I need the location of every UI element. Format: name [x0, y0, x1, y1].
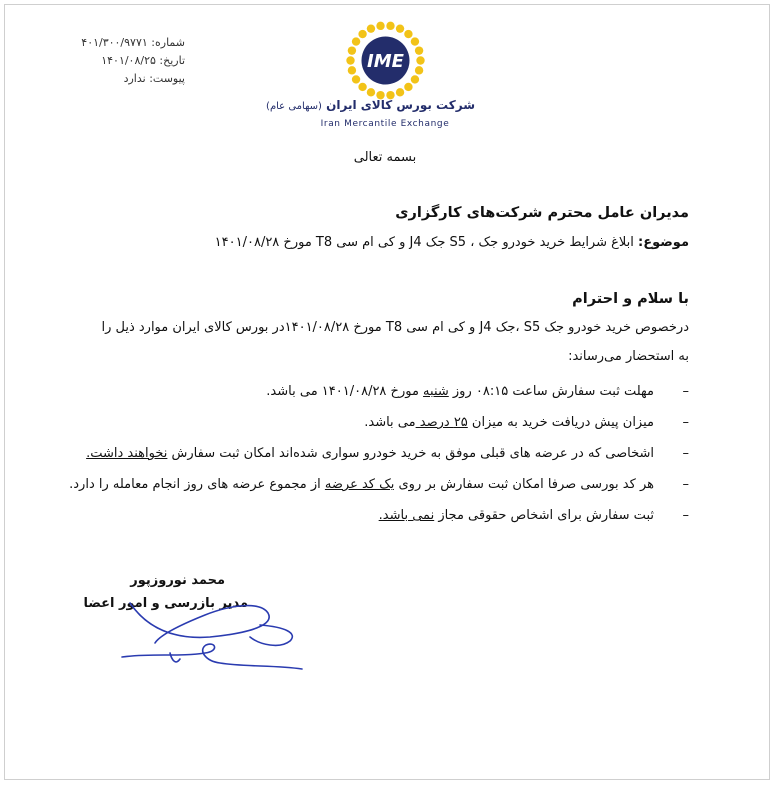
item-text: اشخاصی که در عرضه های قبلی موفق به خرید خودرو سواری شده‌اند امکان ثبت سفارش نخواهند داشت.: [86, 446, 654, 461]
addressee: مدیران عامل محترم شرکت‌های کارگزاری: [395, 205, 689, 221]
number-value: ۴۰۱/۳۰۰/۹۷۷۱: [81, 36, 148, 49]
attachment-value: ندارد: [123, 72, 146, 85]
list-item: [69, 504, 689, 535]
attachment-label: پیوست:: [149, 72, 185, 85]
date-label: تاریخ:: [159, 54, 185, 67]
logo-ring-dot: [396, 88, 404, 96]
subject-text: ابلاغ شرایط خرید خودرو جک ، S5 جک J4 و کی ام سی T8 مورخ ۱۴۰۱/۰۸/۲۸: [214, 235, 638, 250]
item-text: میزان پیش دریافت خرید به میزان ۲۵ درصد می باشد.: [364, 415, 654, 430]
list-item: [69, 411, 689, 442]
logo-ring-dot: [346, 56, 354, 64]
company-name-fa: [266, 98, 475, 112]
handwritten-signature: [110, 595, 310, 680]
body-line-2: به استحضار می‌رساند:: [568, 349, 689, 364]
logo-ring-dot: [415, 66, 423, 74]
list-marker: –: [682, 446, 689, 461]
list-marker: –: [682, 384, 689, 399]
logo-ring-dot: [386, 22, 394, 30]
logo-ring-dot: [367, 24, 375, 32]
company-type: (سهامی عام): [266, 101, 322, 112]
signatory-title: مدیر بازرسی و امور اعضا: [83, 596, 248, 611]
list-marker: –: [682, 415, 689, 430]
item-text: ثبت سفارش برای اشخاص حقوقی مجاز نمی باشد.: [378, 508, 654, 523]
logo-ring-dot: [416, 56, 424, 64]
logo-ring-dot: [348, 46, 356, 54]
item-text: مهلت ثبت سفارش ساعت ۰۸:۱۵ روز شنبه مورخ ۱۴۰۱/۰۸/۲۸ می باشد.: [266, 384, 654, 399]
list-marker: –: [682, 508, 689, 523]
letter-number: [70, 34, 185, 52]
ime-logo: [343, 18, 428, 103]
logo-ring-dot: [404, 83, 412, 91]
logo-ring-dot: [358, 83, 366, 91]
logo-ring-dot: [396, 24, 404, 32]
letter-attachment: [70, 70, 185, 88]
letter-meta: [70, 34, 185, 88]
signatory-name: محمد نوروزپور: [130, 573, 225, 588]
logo-ring-dot: [352, 37, 360, 45]
subject-line: [215, 235, 689, 250]
date-value: ۱۴۰۱/۰۸/۲۵: [101, 54, 156, 67]
company-name-en: Iran Mercantile Exchange: [320, 119, 450, 129]
list-marker: –: [682, 477, 689, 492]
logo-ring-dot: [411, 75, 419, 83]
logo-ring-dot: [352, 75, 360, 83]
condition-list: [69, 380, 689, 535]
greeting: با سلام و احترام: [572, 291, 689, 307]
logo-ring-dot: [367, 88, 375, 96]
item-text: هر کد بورسی صرفا امکان ثبت سفارش بر روی یک کد عرضه از مجموع عرضه های روز انجام معامله را دارد.: [69, 477, 654, 492]
letter-date: [70, 52, 185, 70]
logo-ring-dot: [376, 22, 384, 30]
bismillah: بسمه تعالی: [353, 150, 417, 165]
logo-ring-dot: [348, 66, 356, 74]
logo-ring-dot: [358, 30, 366, 38]
number-label: شماره:: [151, 36, 185, 49]
logo-ring-dot: [415, 46, 423, 54]
subject-label: موضوع:: [638, 235, 689, 250]
list-item: [69, 442, 689, 473]
list-item: [69, 380, 689, 411]
list-item: [69, 473, 689, 504]
logo-ring-dot: [404, 30, 412, 38]
logo-text: IME: [367, 51, 404, 72]
company-name: شرکت بورس کالای ایران: [326, 98, 475, 112]
logo-ring-dot: [411, 37, 419, 45]
body-line-1: درخصوص خرید خودرو جک S5 ،جک J4 و کی ام سی T8 مورخ ۱۴۰۱/۰۸/۲۸در بورس کالای ایران موارد ذیل را: [101, 320, 689, 335]
